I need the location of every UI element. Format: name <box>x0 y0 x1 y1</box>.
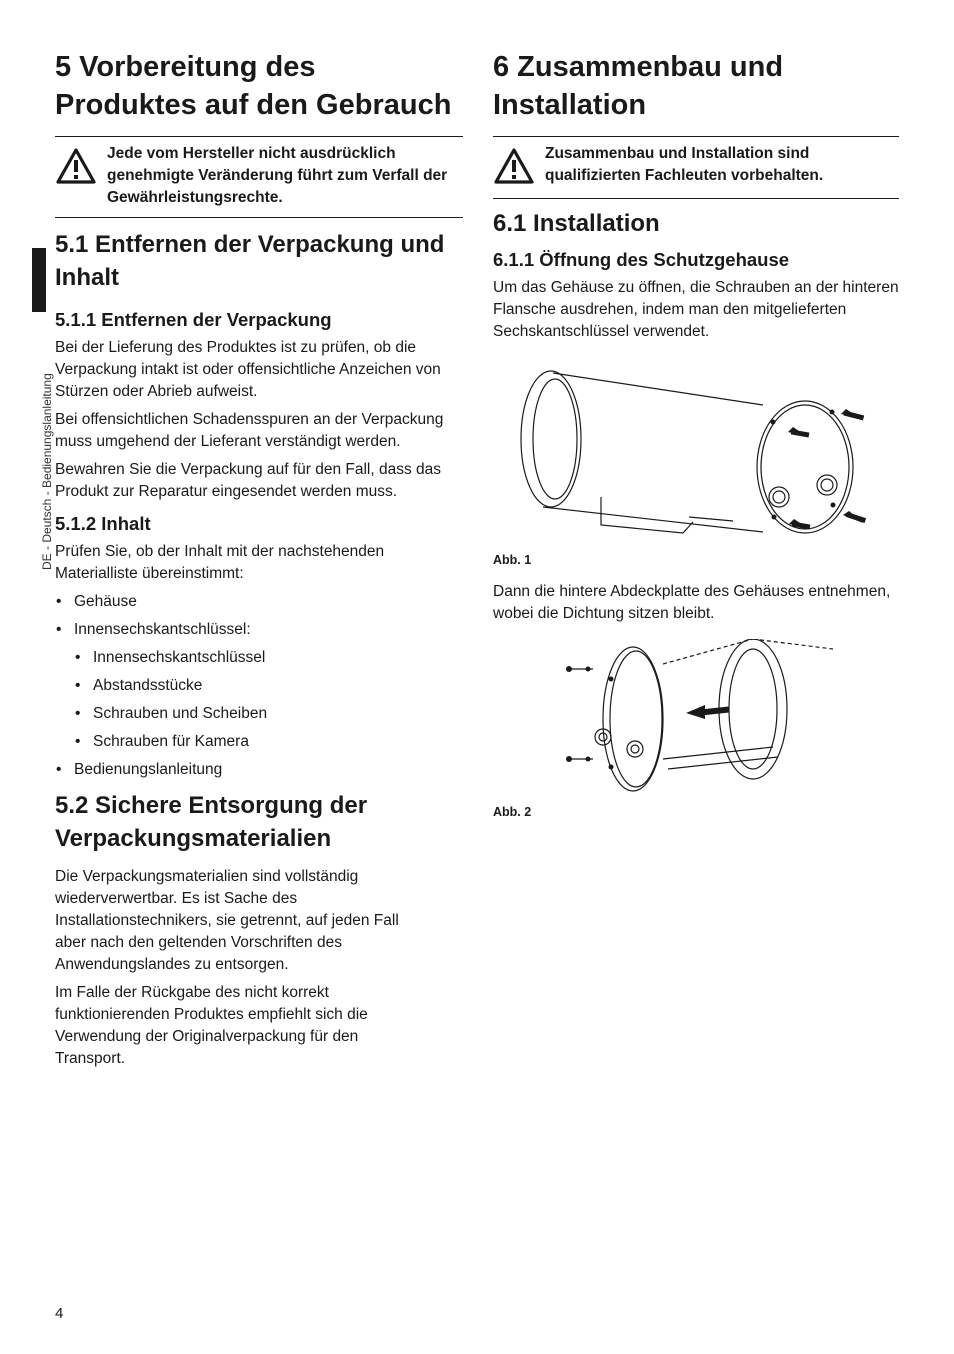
list-item: • Innensechskantschlüssel <box>74 647 463 669</box>
chapter-5-title: 5 Vorbereitung des Produktes auf den Gebrauch <box>55 51 452 121</box>
paragraph: Die Verpackungsmaterialien sind vollständig wiederverwertbar. Es ist Sache des Installationstechnikers, sie getrennt, auf jeden Fall aber nach den geltenden Vorschriften des Anwendungslandes zu entsorgen. <box>55 868 399 973</box>
paragraph: Bei der Lieferung des Produktes ist zu prüfen, ob die Verpackung intakt ist oder offensichtliche Anzeichen von Stürzen oder Abrieb aufweist. <box>55 339 441 400</box>
list-item: • Schrauben für Kamera <box>74 731 463 753</box>
paragraph: Bewahren Sie die Verpackung auf für den Fall, dass das Produkt zur Reparatur eingesendet werden muss. <box>55 461 442 500</box>
sidebar-language-label: DE - Deutsch - Bedienungslanleitung <box>40 373 54 570</box>
paragraph: Um das Gehäuse zu öffnen, die Schrauben an der hinteren Flansche ausdrehen, indem man den mitgelieferten Sechskantschlüssel verwendet. <box>493 279 899 340</box>
paragraph: Bei offensichtlichen Schadensspuren an der Verpackung muss umgehend der Lieferant verständigt werden. <box>55 411 444 450</box>
warning-box-installation <box>493 136 899 199</box>
figure-1-caption: Abb. 1 <box>493 553 532 567</box>
chapter-6-title: 6 Zusammenbau und Installation <box>493 51 784 121</box>
section-6-1-title: 6.1 Installation <box>493 210 660 237</box>
warning-text: Jede vom Hersteller nicht ausdrücklich genehmigte Veränderung führt zum Verfall der Gewährleistungsrechte. <box>107 145 448 206</box>
section-5-1-title: 5.1 Entfernen der Verpackung und Inhalt <box>55 231 445 291</box>
warning-text: Zusammenbau und Installation sind qualifizierten Fachleuten vorbehalten. <box>545 145 824 184</box>
contents-sublist <box>55 647 463 753</box>
warning-triangle-icon <box>55 143 97 190</box>
section-5-2-title: 5.2 Sichere Entsorgung der Verpackungsmaterialien <box>55 792 368 852</box>
warning-triangle-icon <box>493 143 535 190</box>
section-5-1-2-title: 5.1.2 Inhalt <box>55 513 151 534</box>
list-item: • Bedienungslanleitung <box>55 759 463 781</box>
warning-box-modification <box>55 136 463 218</box>
list-item: • Abstandsstücke <box>74 675 463 697</box>
figure-2-caption: Abb. 2 <box>493 805 532 819</box>
contents-list <box>55 759 463 781</box>
left-column <box>55 48 463 1070</box>
paragraph: Prüfen Sie, ob der Inhalt mit der nachstehenden Materialliste übereinstimmt: <box>55 543 385 582</box>
section-5-1-1-title: 5.1.1 Entfernen der Verpackung <box>55 309 332 330</box>
figure-2-remove-rear-cover <box>493 639 899 799</box>
paragraph: Im Falle der Rückgabe des nicht korrekt funktionierenden Produktes empfiehlt sich die Verwendung der Originalverpackung für den Transport. <box>55 984 368 1067</box>
paragraph: Dann die hintere Abdeckplatte des Gehäuses entnehmen, wobei die Dichtung sitzen bleibt. <box>493 583 891 622</box>
contents-list <box>55 591 463 641</box>
section-6-1-1-title: 6.1.1 Öffnung des Schutzgehause <box>493 249 790 270</box>
section-tab-marker <box>32 248 46 312</box>
list-item: • Gehäuse <box>55 591 463 613</box>
list-item: • Innensechskantschlüssel: <box>55 619 463 641</box>
right-column <box>493 48 899 821</box>
list-item: • Schrauben und Scheiben <box>74 703 463 725</box>
figure-1-housing-rear-screws <box>493 357 899 547</box>
page-number: 4 <box>55 1305 64 1322</box>
